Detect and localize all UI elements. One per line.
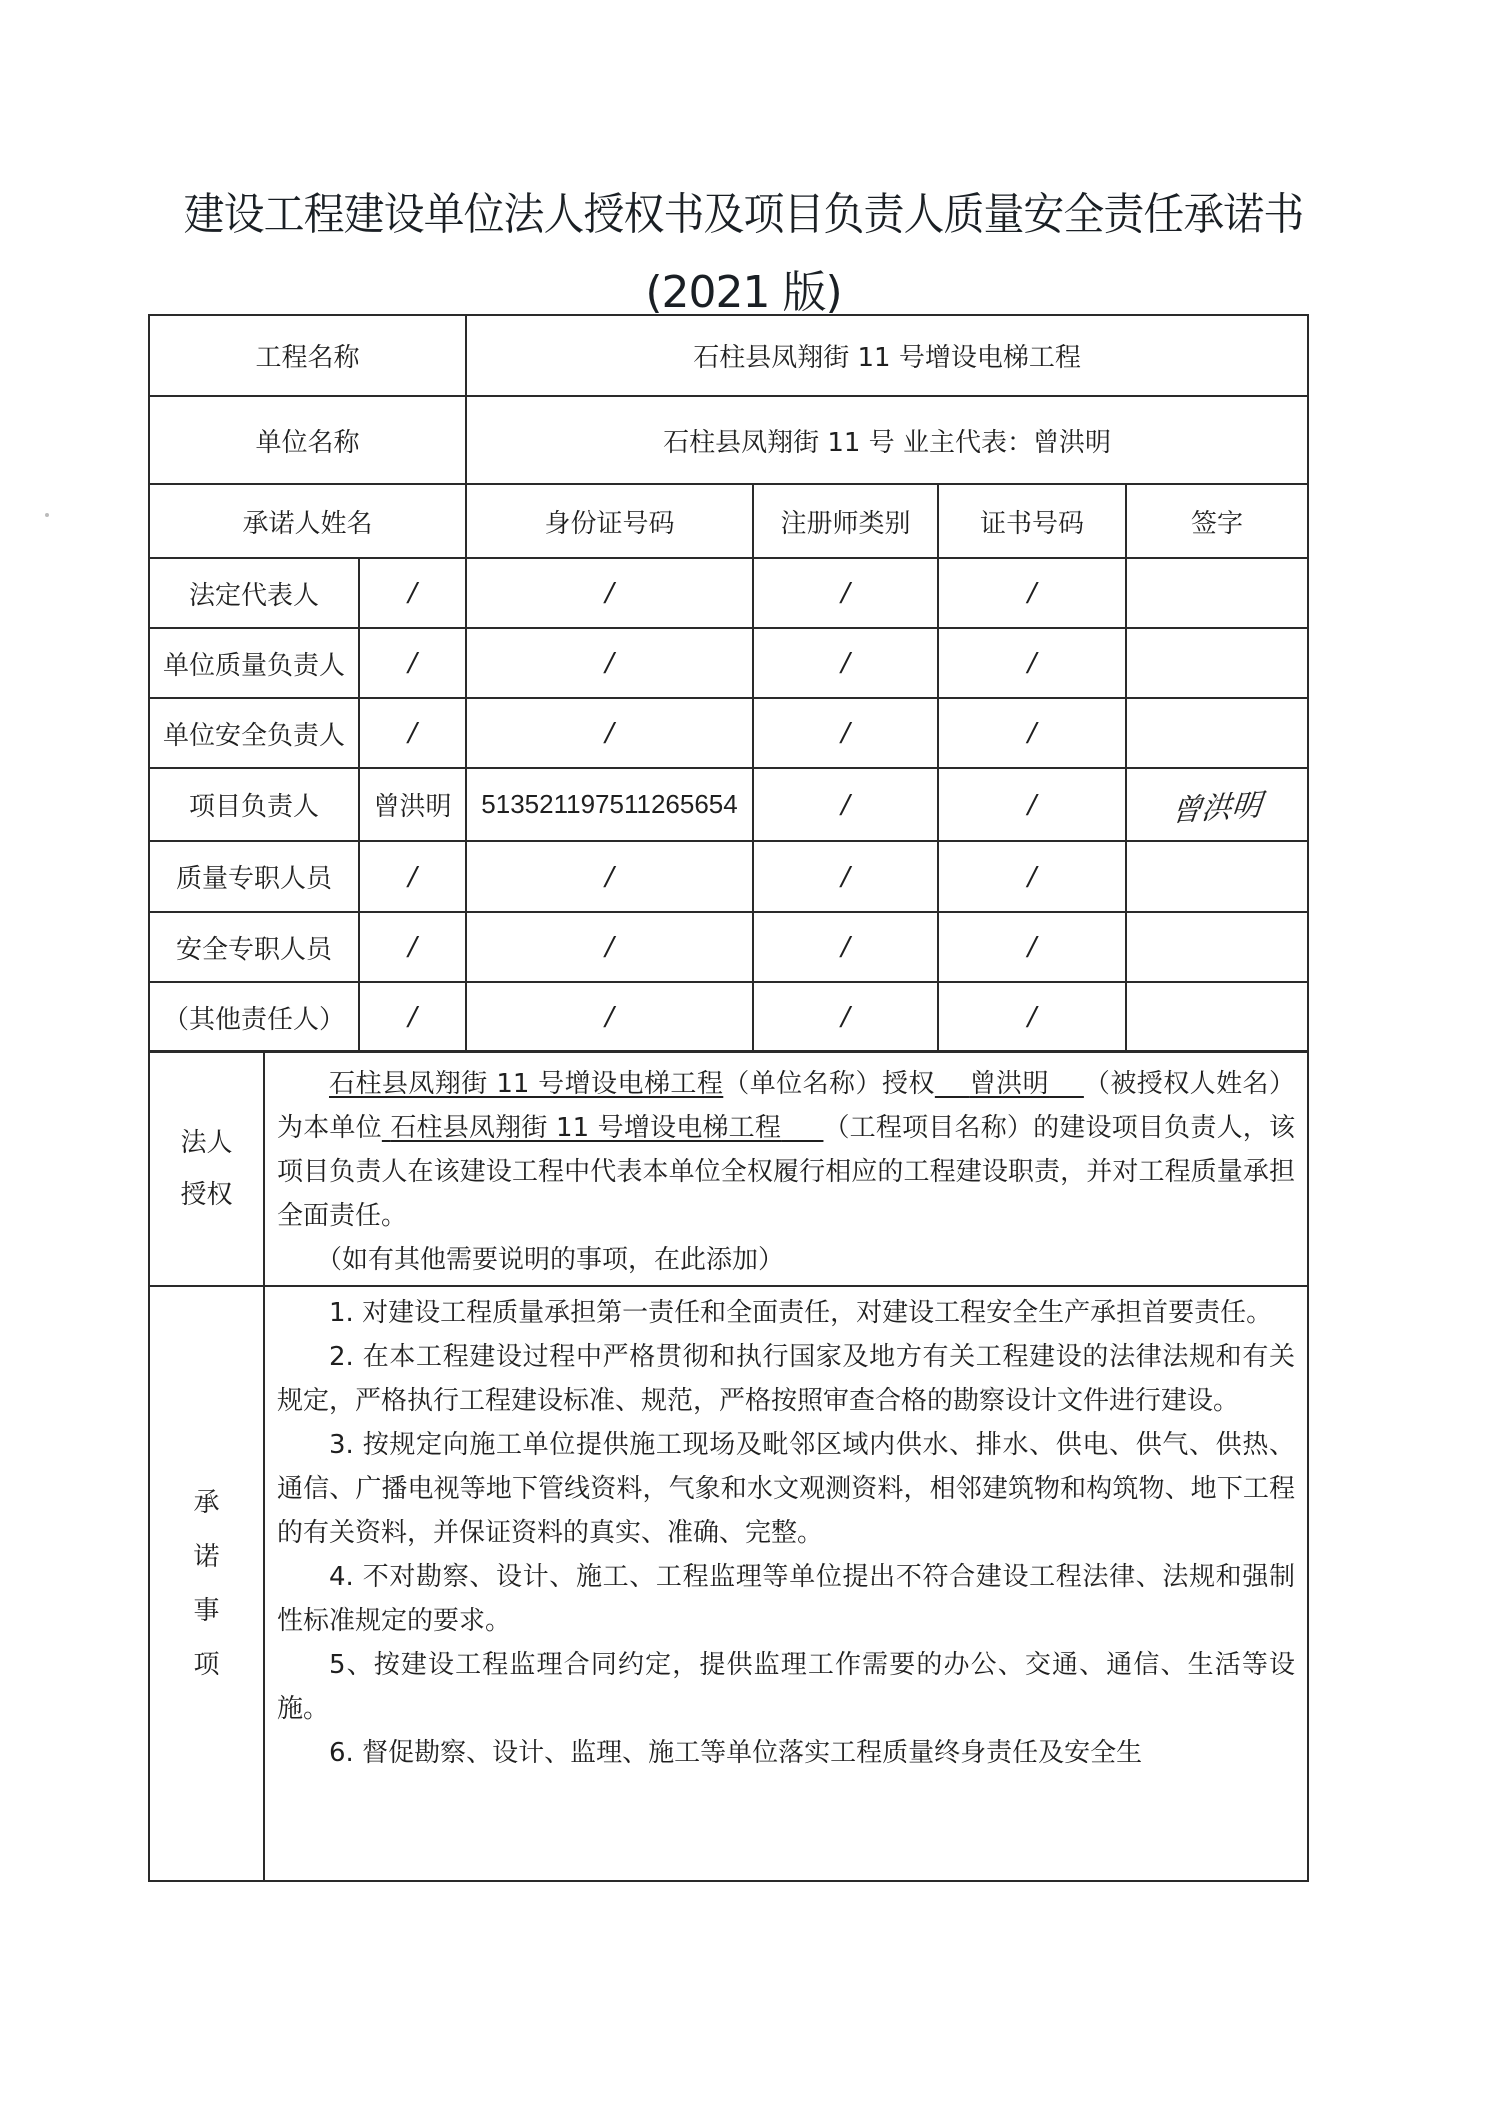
table-row: [149, 982, 1308, 1052]
role-cell: （其他责任人）: [149, 982, 359, 1052]
header-name: 承诺人姓名: [149, 484, 466, 558]
table-row: [149, 558, 1308, 628]
table-row: [149, 698, 1308, 768]
grantee-name: [935, 1069, 1084, 1099]
name-cell: /: [359, 982, 466, 1052]
category-cell: /: [753, 558, 938, 628]
id-cell: /: [466, 912, 753, 982]
authorization-text-cell: [264, 1051, 1308, 1286]
category-cell: /: [753, 698, 938, 768]
authorized-project-name: [382, 1113, 824, 1143]
authorized-project-name-text: 石柱县凤翔街 11 号增设电梯工程: [390, 1113, 782, 1143]
name-cell: /: [359, 698, 466, 768]
grantee-name-text: 曾洪明: [969, 1069, 1050, 1099]
category-cell: /: [753, 912, 938, 982]
id-cell: /: [466, 841, 753, 912]
header-id-number: 身份证号码: [466, 484, 753, 558]
project-name-label: 工程名称: [149, 315, 466, 396]
category-cell: /: [753, 628, 938, 698]
commitments-label-char: 诺: [193, 1541, 220, 1572]
signature-cell: [1126, 558, 1308, 628]
cert-cell: /: [938, 982, 1126, 1052]
commitments-label-char: 承: [193, 1487, 220, 1518]
category-cell: /: [753, 768, 938, 841]
id-cell: /: [466, 698, 753, 768]
authorization-paragraph: [277, 1062, 1295, 1238]
name-cell: /: [359, 841, 466, 912]
signature-cell: [1126, 841, 1308, 912]
role-cell: 安全专职人员: [149, 912, 359, 982]
project-name-row: [149, 315, 1308, 396]
cert-cell: /: [938, 912, 1126, 982]
commitments-section: [149, 1286, 1308, 1881]
unit-name-row: [149, 396, 1308, 484]
signature-cell: [1126, 768, 1308, 841]
project-name-value: 石柱县凤翔街 11 号增设电梯工程: [466, 315, 1308, 396]
signature-cell: [1126, 628, 1308, 698]
cert-cell: /: [938, 628, 1126, 698]
name-cell: /: [359, 912, 466, 982]
category-cell: /: [753, 841, 938, 912]
commitment-item: 4. 不对勘察、设计、施工、工程监理等单位提出不符合建设工程法律、法规和强制性标准规定的要求。: [277, 1562, 1295, 1636]
role-cell: 单位安全负责人: [149, 698, 359, 768]
table-row: [149, 912, 1308, 982]
scan-artifact: [45, 513, 49, 517]
commitment-item: 3. 按规定向施工单位提供施工现场及毗邻区域内供水、排水、供电、供气、供热、通信、广播电视等地下管线资料，气象和水文观测资料，相邻建筑物和构筑物、地下工程的有关资料，并保证资料的真实、准确、完整。: [277, 1430, 1295, 1548]
role-cell: 法定代表人: [149, 558, 359, 628]
authorization-text-3: （工程项目名称）的建设项目负责人，该项目负责人在该建设工程中代表本单位全权履行相应的工程建设职责，并对工程质量承担全面责任。: [277, 1113, 1295, 1231]
commitments-label: [149, 1286, 264, 1881]
commitment-item: 6. 督促勘察、设计、监理、施工等单位落实工程质量终身责任及安全生: [329, 1738, 1143, 1768]
authorization-label: [149, 1051, 264, 1286]
authorization-text-1: （单位名称）授权: [723, 1069, 935, 1099]
role-cell: 项目负责人: [149, 768, 359, 841]
role-cell: 单位质量负责人: [149, 628, 359, 698]
role-cell: 质量专职人员: [149, 841, 359, 912]
cert-cell: /: [938, 698, 1126, 768]
category-cell: /: [753, 982, 938, 1052]
authorization-text-2: （被授权人姓名）为本单位: [277, 1069, 1295, 1143]
table-row: [149, 768, 1308, 841]
name-cell: /: [359, 558, 466, 628]
id-cell: 513521197511265654: [466, 768, 753, 841]
id-cell: /: [466, 982, 753, 1052]
commitment-item: 5、按建设工程监理合同约定，提供监理工作需要的办公、交通、通信、生活等设施。: [277, 1650, 1295, 1724]
table-row: [149, 841, 1308, 912]
signature-cell: [1126, 912, 1308, 982]
name-cell: /: [359, 628, 466, 698]
header-engineer-category: 注册师类别: [753, 484, 938, 558]
cert-cell: /: [938, 768, 1126, 841]
table-row: [149, 628, 1308, 698]
id-cell: /: [466, 558, 753, 628]
authorization-note: （如有其他需要说明的事项，在此添加）: [316, 1245, 785, 1275]
commitments-label-char: 事: [193, 1595, 220, 1626]
authorization-label-line1: 法人: [180, 1127, 233, 1158]
table-header-row: [149, 484, 1308, 558]
cert-cell: /: [938, 558, 1126, 628]
commitment-item: 1. 对建设工程质量承担第一责任和全面责任，对建设工程安全生产承担首要责任。: [329, 1298, 1273, 1328]
authorization-section: [149, 1051, 1308, 1286]
commitments-label-char: 项: [193, 1649, 220, 1680]
cert-cell: /: [938, 841, 1126, 912]
signature-cell: [1126, 982, 1308, 1052]
name-cell: 曾洪明: [359, 768, 466, 841]
commitments-text-cell: [264, 1286, 1308, 1881]
unit-name-label: 单位名称: [149, 396, 466, 484]
unit-name-value: 石柱县凤翔街 11 号 业主代表：曾洪明: [466, 396, 1308, 484]
document-version: (2021 版): [645, 267, 842, 318]
commitment-item: 2. 在本工程建设过程中严格贯彻和执行国家及地方有关工程建设的法律法规和有关规定，严格执行工程建设标准、规范，严格按照审查合格的勘察设计文件进行建设。: [277, 1342, 1295, 1416]
document-title: 建设工程建设单位法人授权书及项目负责人质量安全责任承诺书: [183, 189, 1304, 240]
header-signature: 签字: [1126, 484, 1308, 558]
signature-cell: [1126, 698, 1308, 768]
handwritten-signature: 曾洪明: [1169, 787, 1264, 829]
authorizing-unit-name: 石柱县凤翔街 11 号增设电梯工程: [329, 1069, 724, 1099]
id-cell: /: [466, 628, 753, 698]
commitment-form-table: [148, 314, 1309, 1053]
authorization-commitment-table: [148, 1050, 1309, 1882]
header-cert-number: 证书号码: [938, 484, 1126, 558]
authorization-label-line2: 授权: [180, 1179, 233, 1210]
